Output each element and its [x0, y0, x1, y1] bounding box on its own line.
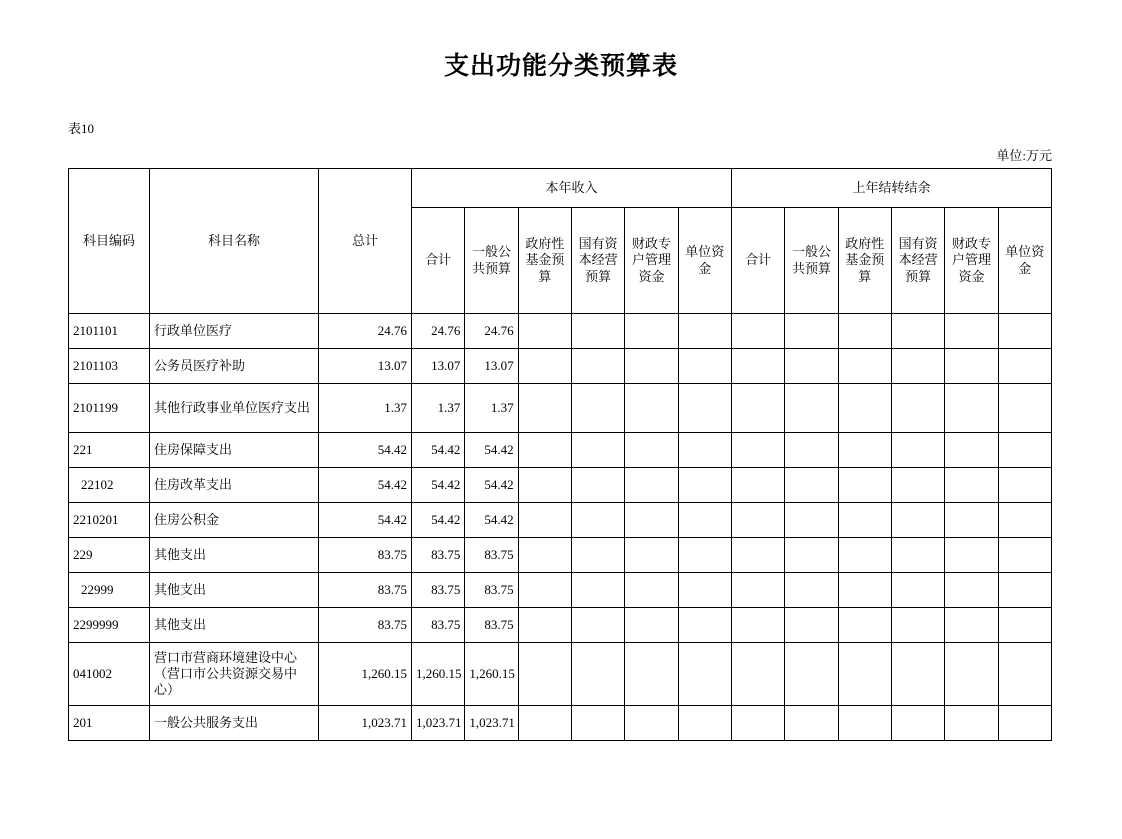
cell-income-special: [625, 573, 678, 608]
cell-income-state: [571, 468, 624, 503]
cell-carry-state: [891, 314, 944, 349]
cell-carry-general: [785, 538, 838, 573]
cell-carry-state: [891, 608, 944, 643]
cell-carry-sum: [731, 349, 784, 384]
cell-carry-special: [945, 349, 998, 384]
cell-income-sum: 24.76: [412, 314, 465, 349]
cell-carry-general: [785, 433, 838, 468]
cell-name: 住房改革支出: [150, 468, 319, 503]
cell-income-general: 13.07: [465, 349, 518, 384]
cell-carry-sum: [731, 706, 784, 741]
cell-carry-general: [785, 573, 838, 608]
cell-income-special: [625, 384, 678, 433]
col-header-income-state-capital: 国有资本经营预算: [571, 208, 624, 314]
cell-code: 2210201: [69, 503, 150, 538]
cell-income-general: 83.75: [465, 608, 518, 643]
cell-income-unit: [678, 643, 731, 706]
cell-carry-sum: [731, 608, 784, 643]
cell-income-state: [571, 314, 624, 349]
cell-total: 54.42: [319, 433, 412, 468]
cell-code: 2101199: [69, 384, 150, 433]
table-row: [69, 643, 1052, 706]
cell-total: 24.76: [319, 314, 412, 349]
col-header-carry-fiscal-special-account: 财政专户管理资金: [945, 208, 998, 314]
cell-income-unit: [678, 314, 731, 349]
cell-carry-special: [945, 643, 998, 706]
cell-income-sum: 54.42: [412, 503, 465, 538]
cell-carry-sum: [731, 573, 784, 608]
cell-income-state: [571, 643, 624, 706]
cell-carry-fund: [838, 538, 891, 573]
table-row: [69, 608, 1052, 643]
cell-carry-sum: [731, 643, 784, 706]
col-header-name: 科目名称: [150, 169, 319, 314]
cell-code: 2101101: [69, 314, 150, 349]
cell-name: 其他支出: [150, 538, 319, 573]
col-header-carry-gov-fund-budget: 政府性基金预算: [838, 208, 891, 314]
cell-total: 1,260.15: [319, 643, 412, 706]
cell-income-state: [571, 503, 624, 538]
cell-income-state: [571, 608, 624, 643]
cell-income-unit: [678, 349, 731, 384]
cell-carry-state: [891, 468, 944, 503]
cell-carry-special: [945, 314, 998, 349]
cell-income-fund: [518, 643, 571, 706]
cell-income-special: [625, 468, 678, 503]
cell-carry-special: [945, 706, 998, 741]
document-page: [0, 46, 1122, 839]
cell-carry-state: [891, 433, 944, 468]
cell-income-general: 54.42: [465, 468, 518, 503]
cell-carry-fund: [838, 643, 891, 706]
cell-income-fund: [518, 349, 571, 384]
cell-income-general: 54.42: [465, 433, 518, 468]
cell-carry-sum: [731, 538, 784, 573]
cell-carry-unit: [998, 538, 1051, 573]
cell-name: 行政单位医疗: [150, 314, 319, 349]
col-header-income-gov-fund-budget: 政府性基金预算: [518, 208, 571, 314]
cell-name: 住房公积金: [150, 503, 319, 538]
cell-income-state: [571, 573, 624, 608]
cell-name: 其他支出: [150, 608, 319, 643]
cell-carry-fund: [838, 468, 891, 503]
cell-income-special: [625, 433, 678, 468]
col-header-code: 科目编码: [69, 169, 150, 314]
cell-carry-general: [785, 706, 838, 741]
table-row: [69, 384, 1052, 433]
cell-name: 公务员医疗补助: [150, 349, 319, 384]
cell-carry-unit: [998, 314, 1051, 349]
col-header-carry-general-public-budget: 一般公共预算: [785, 208, 838, 314]
cell-income-fund: [518, 468, 571, 503]
cell-carry-general: [785, 468, 838, 503]
cell-total: 13.07: [319, 349, 412, 384]
table-row: [69, 468, 1052, 503]
cell-carry-special: [945, 573, 998, 608]
cell-code: 22102: [69, 468, 150, 503]
table-row: [69, 314, 1052, 349]
cell-code: 22999: [69, 573, 150, 608]
cell-income-unit: [678, 608, 731, 643]
cell-carry-unit: [998, 608, 1051, 643]
col-header-carry-unit-funds: 单位资金: [998, 208, 1051, 314]
cell-carry-fund: [838, 349, 891, 384]
cell-income-sum: 13.07: [412, 349, 465, 384]
cell-income-general: 83.75: [465, 538, 518, 573]
group-header-prior-year-carryover: 上年结转结余: [731, 169, 1051, 208]
table-row: [69, 433, 1052, 468]
page-title: 支出功能分类预算表: [443, 52, 678, 80]
cell-income-sum: 83.75: [412, 573, 465, 608]
cell-income-state: [571, 538, 624, 573]
cell-carry-state: [891, 384, 944, 433]
cell-carry-unit: [998, 503, 1051, 538]
cell-income-state: [571, 349, 624, 384]
cell-carry-state: [891, 503, 944, 538]
cell-carry-fund: [838, 503, 891, 538]
cell-code: 229: [69, 538, 150, 573]
cell-income-unit: [678, 384, 731, 433]
cell-income-state: [571, 384, 624, 433]
cell-carry-special: [945, 384, 998, 433]
cell-total: 54.42: [319, 503, 412, 538]
cell-income-special: [625, 538, 678, 573]
table-row: [69, 573, 1052, 608]
cell-income-special: [625, 349, 678, 384]
cell-carry-general: [785, 608, 838, 643]
cell-carry-special: [945, 468, 998, 503]
cell-carry-fund: [838, 706, 891, 741]
col-header-income-unit-funds: 单位资金: [678, 208, 731, 314]
table-row: [69, 349, 1052, 384]
cell-name: 一般公共服务支出: [150, 706, 319, 741]
cell-income-fund: [518, 538, 571, 573]
cell-total: 83.75: [319, 608, 412, 643]
cell-income-unit: [678, 538, 731, 573]
cell-code: 221: [69, 433, 150, 468]
cell-income-sum: 83.75: [412, 608, 465, 643]
col-header-income-sum: 合计: [412, 208, 465, 314]
cell-income-sum: 54.42: [412, 468, 465, 503]
table-row: [69, 538, 1052, 573]
cell-name: 营口市营商环境建设中心（营口市公共资源交易中心）: [150, 643, 319, 706]
cell-carry-state: [891, 538, 944, 573]
cell-carry-general: [785, 643, 838, 706]
cell-income-unit: [678, 503, 731, 538]
header-row-groups: [69, 169, 1052, 208]
cell-income-sum: 1,023.71: [412, 706, 465, 741]
cell-code: 2101103: [69, 349, 150, 384]
cell-name: 其他支出: [150, 573, 319, 608]
cell-name: 住房保障支出: [150, 433, 319, 468]
cell-income-special: [625, 706, 678, 741]
cell-code: 201: [69, 706, 150, 741]
cell-income-sum: 1,260.15: [412, 643, 465, 706]
cell-carry-unit: [998, 573, 1051, 608]
cell-carry-unit: [998, 433, 1051, 468]
cell-total: 1.37: [319, 384, 412, 433]
cell-carry-general: [785, 349, 838, 384]
cell-income-fund: [518, 608, 571, 643]
unit-note: 单位:万元: [996, 148, 1052, 163]
cell-income-special: [625, 503, 678, 538]
cell-income-fund: [518, 384, 571, 433]
cell-carry-sum: [731, 503, 784, 538]
cell-carry-state: [891, 706, 944, 741]
cell-income-state: [571, 706, 624, 741]
cell-total: 1,023.71: [319, 706, 412, 741]
cell-carry-sum: [731, 433, 784, 468]
cell-income-general: 1,023.71: [465, 706, 518, 741]
cell-carry-unit: [998, 643, 1051, 706]
cell-income-general: 1.37: [465, 384, 518, 433]
cell-income-fund: [518, 314, 571, 349]
col-header-income-general-public-budget: 一般公共预算: [465, 208, 518, 314]
cell-total: 83.75: [319, 538, 412, 573]
cell-carry-sum: [731, 468, 784, 503]
cell-income-unit: [678, 433, 731, 468]
cell-carry-special: [945, 608, 998, 643]
cell-carry-general: [785, 503, 838, 538]
table-head: [69, 169, 1052, 314]
cell-code: 041002: [69, 643, 150, 706]
cell-income-special: [625, 314, 678, 349]
cell-income-state: [571, 433, 624, 468]
cell-income-special: [625, 643, 678, 706]
cell-carry-fund: [838, 384, 891, 433]
cell-income-fund: [518, 503, 571, 538]
budget-table: [68, 168, 1052, 741]
cell-income-sum: 1.37: [412, 384, 465, 433]
cell-carry-state: [891, 573, 944, 608]
cell-income-sum: 54.42: [412, 433, 465, 468]
cell-carry-fund: [838, 608, 891, 643]
cell-total: 83.75: [319, 573, 412, 608]
cell-code: 2299999: [69, 608, 150, 643]
cell-income-fund: [518, 573, 571, 608]
col-header-income-fiscal-special-account: 财政专户管理资金: [625, 208, 678, 314]
cell-income-special: [625, 608, 678, 643]
cell-carry-general: [785, 314, 838, 349]
cell-income-general: 54.42: [465, 503, 518, 538]
col-header-total: 总计: [319, 169, 412, 314]
cell-carry-special: [945, 538, 998, 573]
cell-carry-unit: [998, 468, 1051, 503]
cell-carry-state: [891, 349, 944, 384]
table-row: [69, 503, 1052, 538]
cell-carry-special: [945, 503, 998, 538]
cell-income-unit: [678, 468, 731, 503]
cell-carry-fund: [838, 433, 891, 468]
cell-name: 其他行政事业单位医疗支出: [150, 384, 319, 433]
cell-income-general: 24.76: [465, 314, 518, 349]
cell-income-unit: [678, 706, 731, 741]
cell-carry-fund: [838, 573, 891, 608]
col-header-carry-sum: 合计: [731, 208, 784, 314]
cell-carry-sum: [731, 384, 784, 433]
cell-carry-unit: [998, 384, 1051, 433]
table-row: [69, 706, 1052, 741]
table-body: [69, 314, 1052, 741]
cell-carry-general: [785, 384, 838, 433]
cell-income-fund: [518, 433, 571, 468]
group-header-current-year-income: 本年收入: [412, 169, 732, 208]
cell-carry-sum: [731, 314, 784, 349]
table-label: 表10: [68, 121, 95, 136]
cell-total: 54.42: [319, 468, 412, 503]
cell-income-fund: [518, 706, 571, 741]
cell-carry-state: [891, 643, 944, 706]
cell-carry-special: [945, 433, 998, 468]
cell-carry-fund: [838, 314, 891, 349]
cell-income-unit: [678, 573, 731, 608]
cell-carry-unit: [998, 706, 1051, 741]
cell-carry-unit: [998, 349, 1051, 384]
col-header-carry-state-capital: 国有资本经营预算: [891, 208, 944, 314]
cell-income-general: 1,260.15: [465, 643, 518, 706]
cell-income-general: 83.75: [465, 573, 518, 608]
cell-income-sum: 83.75: [412, 538, 465, 573]
